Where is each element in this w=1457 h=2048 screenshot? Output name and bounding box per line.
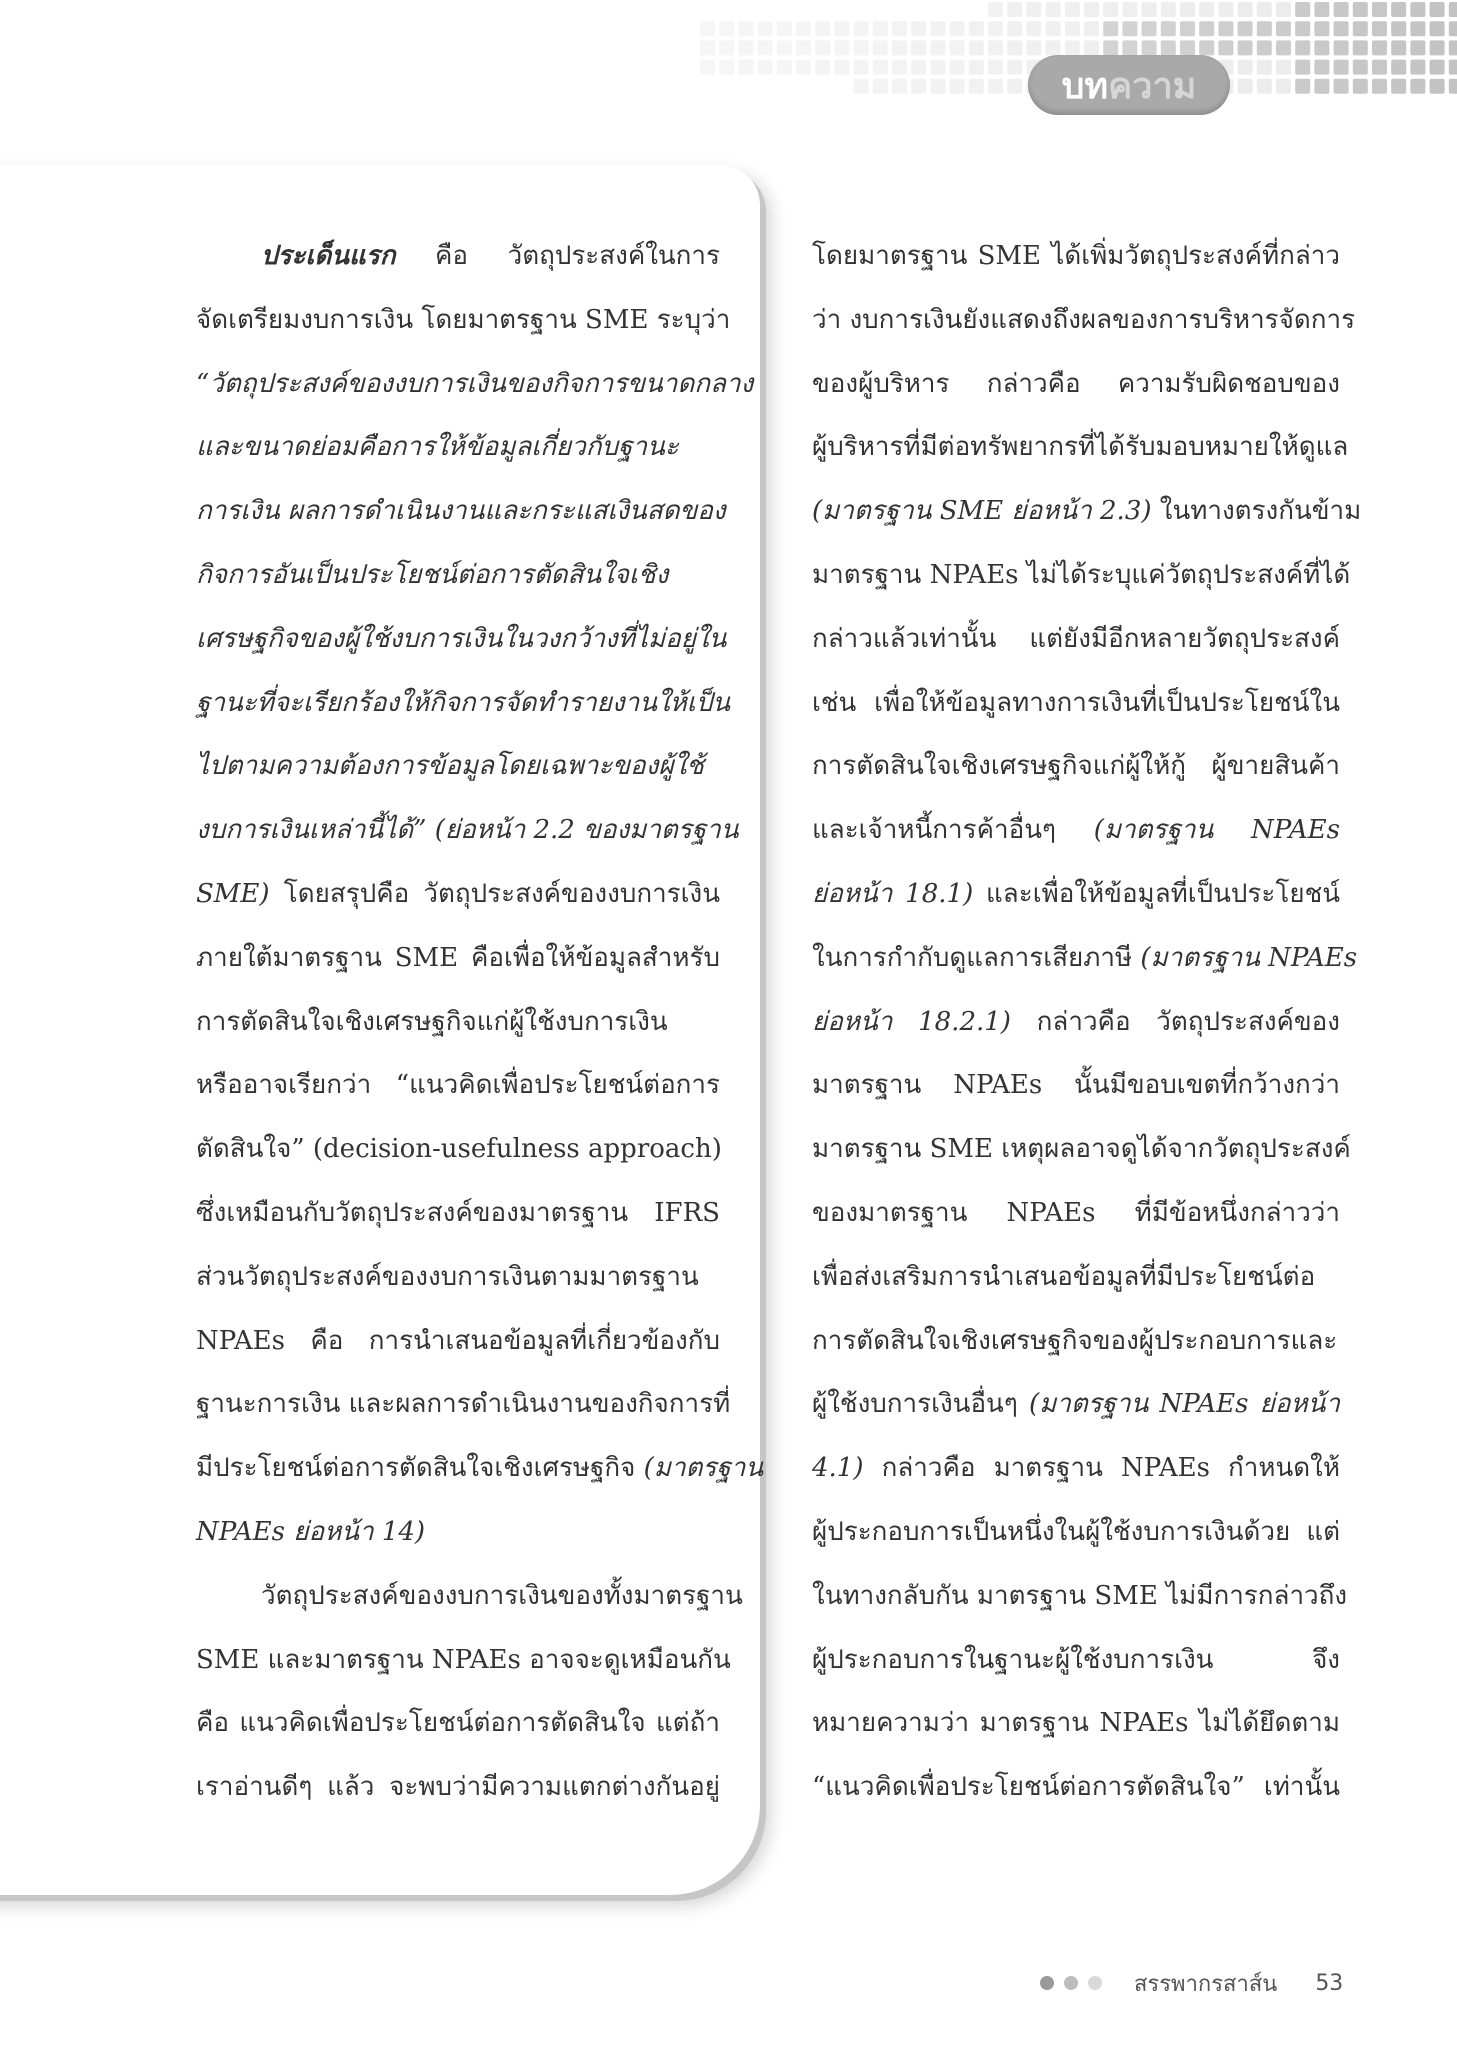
header-dot (1218, 21, 1233, 36)
text-segment: ผู้ประกอบการในฐานะผู้ใช้งบการเงิน จึง (812, 1644, 1340, 1675)
header-dot (1372, 2, 1387, 17)
badge-text-part2: ความ (1108, 65, 1197, 107)
header-dot (1276, 40, 1291, 55)
text-line (812, 608, 1340, 672)
header-dot (1372, 21, 1387, 36)
header-dot (1334, 79, 1349, 94)
header-dot (1026, 40, 1041, 55)
header-dot (1142, 40, 1157, 55)
header-dot (1391, 60, 1406, 75)
text-segment: หมายความว่า มาตรฐาน NPAEs ไม่ได้ยึดตาม (812, 1708, 1340, 1739)
header-dot (1276, 2, 1291, 17)
header-dot (1449, 40, 1457, 55)
footer-dot-3 (1088, 1976, 1102, 1990)
header-dot (1065, 40, 1080, 55)
header-dot (777, 40, 792, 55)
header-dot (1007, 60, 1022, 75)
header-dot (796, 60, 811, 75)
header-dot (1180, 40, 1195, 55)
header-dot (815, 21, 830, 36)
text-line (196, 1629, 731, 1693)
text-segment: งบการเงินเหล่านี้ได้” (ย่อหน้า 2.2 ของมาตรฐาน (196, 815, 739, 846)
header-dot (700, 40, 715, 55)
text-segment: ผู้บริหารที่มีต่อทรัพยากรที่ได้รับมอบหมายให้ดูแล (812, 432, 1349, 463)
header-dot (930, 79, 945, 94)
text-line (196, 1246, 720, 1310)
text-segment: โดยมาตรฐาน SME ได้เพิ่มวัตถุประสงค์ที่กล่าว (812, 241, 1340, 271)
header-dot (1295, 79, 1310, 94)
header-dot (911, 79, 926, 94)
text-segment: ตัดสินใจ” (decision-usefulness approach) (196, 1134, 722, 1165)
header-dot (1372, 79, 1387, 94)
text-line (812, 1692, 1340, 1756)
header-dot (930, 40, 945, 55)
header-dot (1218, 40, 1233, 55)
header-dot (1122, 21, 1137, 36)
header-dot (1353, 40, 1368, 55)
text-segment: การตัดสินใจเชิงเศรษฐกิจแก่ผู้ให้กู้ ผู้ขายสินค้า (812, 751, 1340, 782)
header-dot (1353, 21, 1368, 36)
header-dot (796, 40, 811, 55)
header-dot (1449, 60, 1457, 75)
text-segment: และเจ้าหนี้การค้าอื่นๆ (812, 815, 1094, 846)
header-dot (1161, 21, 1176, 36)
header-dot (1391, 79, 1406, 94)
page-number: 53 (1315, 1970, 1344, 1996)
text-segment: ของมาตรฐาน NPAEs ที่มีข้อหนึ่งกล่าวว่า (812, 1197, 1340, 1228)
header-dot (719, 21, 734, 36)
text-segment: คือ แนวคิดเพื่อประโยชน์ต่อการตัดสินใจ แต่ถ้า (196, 1708, 720, 1739)
text-segment: และขนาดย่อมคือการให้ข้อมูลเกี่ยวกับฐานะ (196, 432, 679, 463)
text-line (812, 544, 1351, 608)
text-segment: กล่าวคือ มาตรฐาน NPAEs กำหนดให้ (863, 1453, 1340, 1484)
text-line (812, 1565, 1348, 1629)
header-dot (930, 60, 945, 75)
header-dot (1410, 21, 1425, 36)
header-dot (1199, 2, 1214, 17)
header-dot (1410, 40, 1425, 55)
header-dot (1257, 21, 1272, 36)
text-segment: ของผู้บริหาร กล่าวคือ ความรับผิดชอบของ (812, 368, 1340, 399)
header-dot (1276, 79, 1291, 94)
header-dot (1065, 21, 1080, 36)
header-dot (1103, 21, 1118, 36)
header-dot (1372, 60, 1387, 75)
header-dot (1084, 40, 1099, 55)
text-line (196, 608, 727, 672)
text-line (196, 544, 720, 608)
text-segment: การตัดสินใจเชิงเศรษฐกิจแก่ผู้ใช้งบการเงิน (196, 1006, 668, 1037)
header-dot (834, 21, 849, 36)
text-segment: ในทางตรงกันข้าม (1151, 496, 1362, 527)
text-line (196, 672, 730, 736)
text-line (812, 927, 1358, 991)
header-dot (1257, 2, 1272, 17)
header-dot (988, 40, 1003, 55)
text-line (196, 1118, 720, 1182)
header-dot (988, 60, 1003, 75)
header-dot (758, 60, 773, 75)
header-dot (1372, 40, 1387, 55)
header-dot (738, 60, 753, 75)
badge-text-part1: บท (1061, 65, 1109, 107)
text-segment: ผู้ใช้งบการเงินอื่นๆ (812, 1389, 1029, 1420)
header-dot (969, 60, 984, 75)
header-dot (815, 40, 830, 55)
text-line (812, 1373, 1340, 1437)
header-dot (930, 21, 945, 36)
footer-dot-1 (1040, 1976, 1054, 1990)
header-dot (988, 79, 1003, 94)
header-dot (1449, 79, 1457, 94)
header-dot (815, 60, 830, 75)
header-dot (1410, 79, 1425, 94)
text-line (812, 991, 1340, 1055)
header-dot (1353, 79, 1368, 94)
header-dot (834, 40, 849, 55)
header-dot (1334, 2, 1349, 17)
header-dot (777, 21, 792, 36)
text-line (812, 480, 1362, 544)
header-dot (700, 21, 715, 36)
header-dot (1430, 2, 1445, 17)
text-line (812, 1246, 1340, 1310)
header-dot (738, 40, 753, 55)
header-dot (1295, 21, 1310, 36)
header-dot (758, 21, 773, 36)
text-line (196, 1182, 720, 1246)
header-dot (892, 60, 907, 75)
header-dot (911, 60, 926, 75)
text-segment: NPAEs คือ การนำเสนอข้อมูลที่เกี่ยวข้องกับ (196, 1325, 720, 1356)
header-dot (1007, 2, 1022, 17)
text-segment: คือ วัตถุประสงค์ในการ (395, 241, 720, 271)
header-dot (1046, 40, 1061, 55)
text-line (812, 863, 1340, 927)
header-dot (1353, 2, 1368, 17)
right-column (812, 225, 1362, 1820)
text-line (812, 289, 1356, 353)
text-segment: ไปตามความต้องการข้อมูลโดยเฉพาะของผู้ใช้ (196, 751, 704, 782)
header-dot (988, 21, 1003, 36)
text-line (196, 480, 726, 544)
left-column (196, 225, 764, 1820)
text-line (812, 1310, 1340, 1374)
header-dot (738, 21, 753, 36)
footer-dot-2 (1064, 1976, 1078, 1990)
text-segment: มาตรฐาน SME เหตุผลอาจดูได้จากวัตถุประสงค์ (812, 1134, 1351, 1165)
header-dot (854, 40, 869, 55)
text-segment: ประเด็นแรก (261, 241, 396, 271)
header-dot (1142, 2, 1157, 17)
text-line (196, 1692, 720, 1756)
header-dot (969, 40, 984, 55)
header-dot (1084, 2, 1099, 17)
header-dot (1084, 21, 1099, 36)
text-segment: ผู้ประกอบการเป็นหนึ่งในผู้ใช้งบการเงินด้วย แต่ (812, 1516, 1340, 1547)
text-segment: เราอ่านดีๆ แล้ว จะพบว่ามีความแตกต่างกันอยู่ (196, 1772, 720, 1803)
header-dot (1430, 60, 1445, 75)
header-dot (873, 60, 888, 75)
text-line (812, 416, 1349, 480)
text-segment: SME และมาตรฐาน NPAEs อาจจะดูเหมือนกัน (196, 1644, 731, 1675)
text-line (812, 353, 1340, 417)
header-dot (1353, 60, 1368, 75)
text-line (812, 672, 1340, 736)
header-dot (1276, 60, 1291, 75)
text-segment: กล่าวคือ วัตถุประสงค์ของ (1010, 1006, 1340, 1037)
header-dot (777, 60, 792, 75)
header-dot (1449, 2, 1457, 17)
header-dot (1430, 79, 1445, 94)
text-segment: และเพื่อให้ข้อมูลที่เป็นประโยชน์ (973, 878, 1340, 909)
text-segment: ฐานะการเงิน และผลการดำเนินงานของกิจการที่ (196, 1389, 731, 1420)
text-segment: ในทางกลับกัน มาตรฐาน SME ไม่มีการกล่าวถึง (812, 1580, 1348, 1611)
header-dot (1314, 21, 1329, 36)
header-dot (950, 60, 965, 75)
text-segment: 4.1) (812, 1453, 864, 1484)
text-segment: การตัดสินใจเชิงเศรษฐกิจของผู้ประกอบการและ (812, 1325, 1338, 1356)
header-dot (1007, 40, 1022, 55)
text-line (196, 1373, 731, 1437)
text-segment: “แนวคิดเพื่อประโยชน์ต่อการตัดสินใจ” เท่านั้น (812, 1772, 1340, 1803)
header-dot (796, 21, 811, 36)
header-dot (1103, 2, 1118, 17)
header-dot (1122, 40, 1137, 55)
text-line (196, 289, 731, 353)
text-line (196, 1054, 720, 1118)
text-line (196, 927, 720, 991)
header-dot (950, 40, 965, 55)
text-line (196, 1437, 764, 1501)
header-dot (1276, 21, 1291, 36)
header-dot (1410, 60, 1425, 75)
header-dot (719, 40, 734, 55)
header-dot (1238, 2, 1253, 17)
text-line (812, 799, 1340, 863)
header-dot (911, 21, 926, 36)
text-line (196, 735, 720, 799)
text-segment: (มาตรฐาน NPAEs (1140, 942, 1358, 973)
header-dot (1334, 21, 1349, 36)
header-dot (1238, 21, 1253, 36)
text-segment: ส่วนวัตถุประสงค์ของงบการเงินตามมาตรฐาน (196, 1261, 699, 1292)
header-dot (950, 21, 965, 36)
text-segment: SME) (196, 878, 270, 909)
header-dot (1295, 40, 1310, 55)
header-dot (854, 79, 869, 94)
header-dot (1180, 2, 1195, 17)
header-dot (1046, 2, 1061, 17)
text-line (812, 225, 1340, 289)
text-line (196, 1310, 720, 1374)
header-dot (911, 40, 926, 55)
text-segment: ว่า งบการเงินยังแสดงถึงผลของการบริหารจัดการ (812, 304, 1356, 335)
header-dot (1007, 79, 1022, 94)
text-segment: หรืออาจเรียกว่า “แนวคิดเพื่อประโยชน์ต่อการ (196, 1070, 720, 1101)
header-dot (1295, 2, 1310, 17)
header-dot (1007, 21, 1022, 36)
header-dot (1314, 40, 1329, 55)
text-segment: ภายใต้มาตรฐาน SME คือเพื่อให้ข้อมูลสำหรับ (196, 942, 720, 973)
text-line (812, 1118, 1351, 1182)
text-line (196, 225, 720, 289)
header-dot (1391, 21, 1406, 36)
text-line (812, 1756, 1340, 1820)
text-segment: ย่อหน้า 18.1) (812, 878, 974, 909)
text-segment: (มาตรฐาน NPAEs ย่อหน้า (1028, 1389, 1340, 1420)
text-line (196, 1565, 743, 1629)
header-dot (969, 79, 984, 94)
header-dot (892, 79, 907, 94)
header-dot (1334, 40, 1349, 55)
text-segment: (มาตรฐาน NPAEs (1093, 815, 1340, 846)
header-dot (1238, 79, 1253, 94)
page-footer (1040, 1963, 1343, 2003)
header-dot (1391, 40, 1406, 55)
header-dot (1142, 21, 1157, 36)
text-line (812, 1501, 1340, 1565)
header-dot (1122, 2, 1137, 17)
header-dot (1218, 2, 1233, 17)
text-line (196, 416, 720, 480)
header-dot (1314, 60, 1329, 75)
header-dot (1065, 2, 1080, 17)
text-line (812, 735, 1340, 799)
header-dot (1046, 21, 1061, 36)
text-segment: (มาตรฐาน (643, 1453, 764, 1484)
text-line (812, 1054, 1340, 1118)
text-segment: เช่น เพื่อให้ข้อมูลทางการเงินที่เป็นประโยชน์ใน (812, 687, 1340, 718)
text-segment: มาตรฐาน NPAEs นั้นมีขอบเขตที่กว้างกว่า (812, 1070, 1340, 1101)
text-segment: กล่าวแล้วเท่านั้น แต่ยังมีอีกหลายวัตถุประสงค์ (812, 623, 1340, 654)
header-dot (1257, 60, 1272, 75)
text-line (196, 991, 720, 1055)
text-segment: NPAEs ย่อหน้า 14) (196, 1516, 426, 1547)
text-segment: ในการกำกับดูแลการเสียภาษี (812, 942, 1141, 973)
header-dot (1410, 2, 1425, 17)
header-dot (1026, 21, 1041, 36)
text-segment: (มาตรฐาน SME ย่อหน้า 2.3) (812, 496, 1152, 527)
header-dot (892, 21, 907, 36)
header-dot (854, 60, 869, 75)
text-segment: มีประโยชน์ต่อการตัดสินใจเชิงเศรษฐกิจ (196, 1453, 644, 1484)
text-segment: ฐานะที่จะเรียกร้องให้กิจการจัดทำรายงานให้เป็น (196, 687, 730, 718)
header-dot (1238, 40, 1253, 55)
text-line (812, 1629, 1340, 1693)
section-badge (1028, 55, 1230, 115)
text-segment: “วัตถุประสงค์ของงบการเงินของกิจการขนาดกลาง (196, 368, 754, 399)
text-segment: มาตรฐาน NPAEs ไม่ได้ระบุแค่วัตถุประสงค์ที่ได้ (812, 559, 1351, 590)
header-dot (758, 40, 773, 55)
text-segment: วัตถุประสงค์ของงบการเงินของทั้งมาตรฐาน (261, 1580, 743, 1611)
text-segment: ย่อหน้า 18.2.1) (812, 1006, 1011, 1037)
text-line (196, 863, 720, 927)
header-dot (1430, 21, 1445, 36)
header-dot (1180, 21, 1195, 36)
header-dot (834, 60, 849, 75)
text-line (196, 799, 739, 863)
text-segment: เพื่อส่งเสริมการนำเสนอข้อมูลที่มีประโยชน์ต่อ (812, 1261, 1316, 1292)
header-dot (1430, 40, 1445, 55)
header-dot (892, 40, 907, 55)
header-dot (1199, 40, 1214, 55)
header-dot (873, 21, 888, 36)
header-dot (1449, 21, 1457, 36)
header-dot (1238, 60, 1253, 75)
text-line (812, 1182, 1340, 1246)
header-dot (1314, 79, 1329, 94)
text-line (196, 1501, 720, 1565)
header-dot (988, 2, 1003, 17)
text-segment: กิจการอันเป็นประโยชน์ต่อการตัดสินใจเชิง (196, 559, 669, 590)
text-segment: การเงิน ผลการดำเนินงานและกระแสเงินสดของ (196, 496, 726, 527)
text-segment: ซึ่งเหมือนกับวัตถุประสงค์ของมาตรฐาน IFRS (196, 1197, 720, 1228)
header-dot (1161, 40, 1176, 55)
header-dot (1314, 2, 1329, 17)
header-dot (1161, 2, 1176, 17)
header-dot (1199, 21, 1214, 36)
header-dot (854, 21, 869, 36)
header-dot (700, 60, 715, 75)
header-dot (1103, 40, 1118, 55)
header-dot (1026, 2, 1041, 17)
text-line (196, 1756, 720, 1820)
header-dot (1295, 60, 1310, 75)
header-dot (1257, 40, 1272, 55)
header-dot (719, 60, 734, 75)
header-dot (873, 40, 888, 55)
text-segment: เศรษฐกิจของผู้ใช้งบการเงินในวงกว้างที่ไม่อยู่ใน (196, 623, 727, 654)
header-dot (1391, 2, 1406, 17)
header-dot (950, 79, 965, 94)
header-dot (873, 79, 888, 94)
text-segment: โดยสรุปคือ วัตถุประสงค์ของงบการเงิน (269, 878, 720, 909)
header-dot (1334, 60, 1349, 75)
text-line (812, 1437, 1340, 1501)
header-dot (1257, 79, 1272, 94)
header-dot (969, 21, 984, 36)
magazine-name: สรรพากรสาส์น (1134, 1971, 1278, 1997)
text-segment: จัดเตรียมงบการเงิน โดยมาตรฐาน SME ระบุว่า (196, 304, 731, 335)
text-line (196, 353, 754, 417)
